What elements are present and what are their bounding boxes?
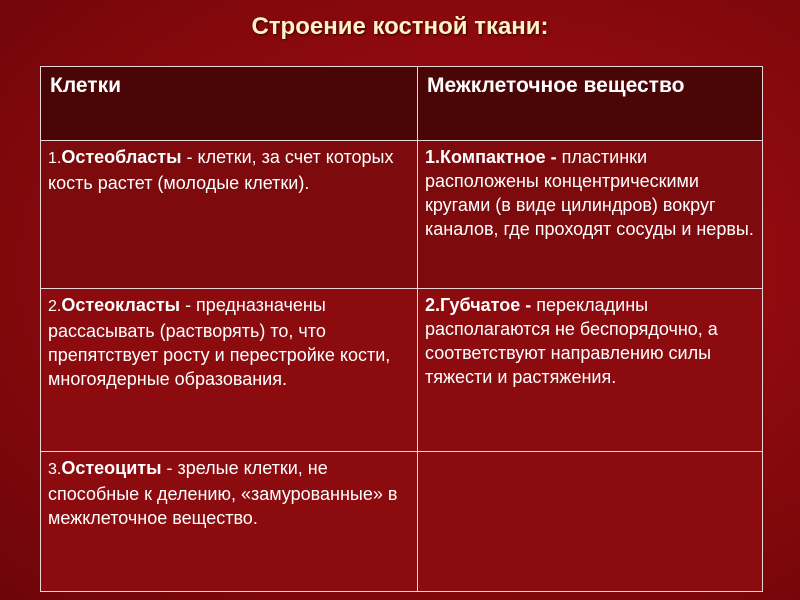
cell-description: - зрелые клетки, не способные к делению, «замурованные» в межклеточное вещество. bbox=[48, 458, 398, 528]
cell-term: Остеокласты bbox=[61, 295, 181, 315]
cell-description: - клетки, за счет которых кость растет (молодые клетки). bbox=[48, 147, 394, 193]
header-cells: Клетки bbox=[41, 67, 418, 141]
table-row bbox=[41, 452, 763, 592]
matrix-term: 2.Губчатое - bbox=[425, 295, 532, 315]
header-matrix: Межклеточное вещество bbox=[418, 67, 763, 141]
row-number: 2. bbox=[48, 298, 62, 315]
table-row bbox=[41, 141, 763, 289]
cell-term: Остеобласты bbox=[61, 147, 182, 167]
slide-title: Строение костной ткани: bbox=[251, 13, 549, 40]
row-number: 1. bbox=[48, 150, 62, 167]
matrix-description: перекладины располагаются не беспорядочно, а соответствуют направлению силы тяжести и растяжения. bbox=[425, 295, 718, 387]
cell-osteoblasts bbox=[41, 141, 418, 289]
table-row bbox=[41, 289, 763, 452]
matrix-compact bbox=[418, 141, 763, 289]
bone-tissue-table bbox=[40, 66, 763, 592]
cell-osteocytes bbox=[41, 452, 418, 592]
table-header-row bbox=[41, 67, 763, 141]
cell-description: - предназначены рассасывать (растворять) то, что препятствует росту и перестройке кости, многоядерные образования. bbox=[48, 295, 391, 389]
row-number: 3. bbox=[48, 461, 62, 478]
matrix-spongy bbox=[418, 289, 763, 452]
matrix-empty bbox=[418, 452, 763, 592]
matrix-term: 1.Компактное - bbox=[425, 147, 557, 167]
cell-osteoclasts bbox=[41, 289, 418, 452]
matrix-description: пластинки расположены концентрическими кругами (в виде цилиндров) вокруг каналов, где проходят сосуды и нервы. bbox=[425, 147, 754, 239]
cell-term: Остеоциты bbox=[61, 458, 162, 478]
